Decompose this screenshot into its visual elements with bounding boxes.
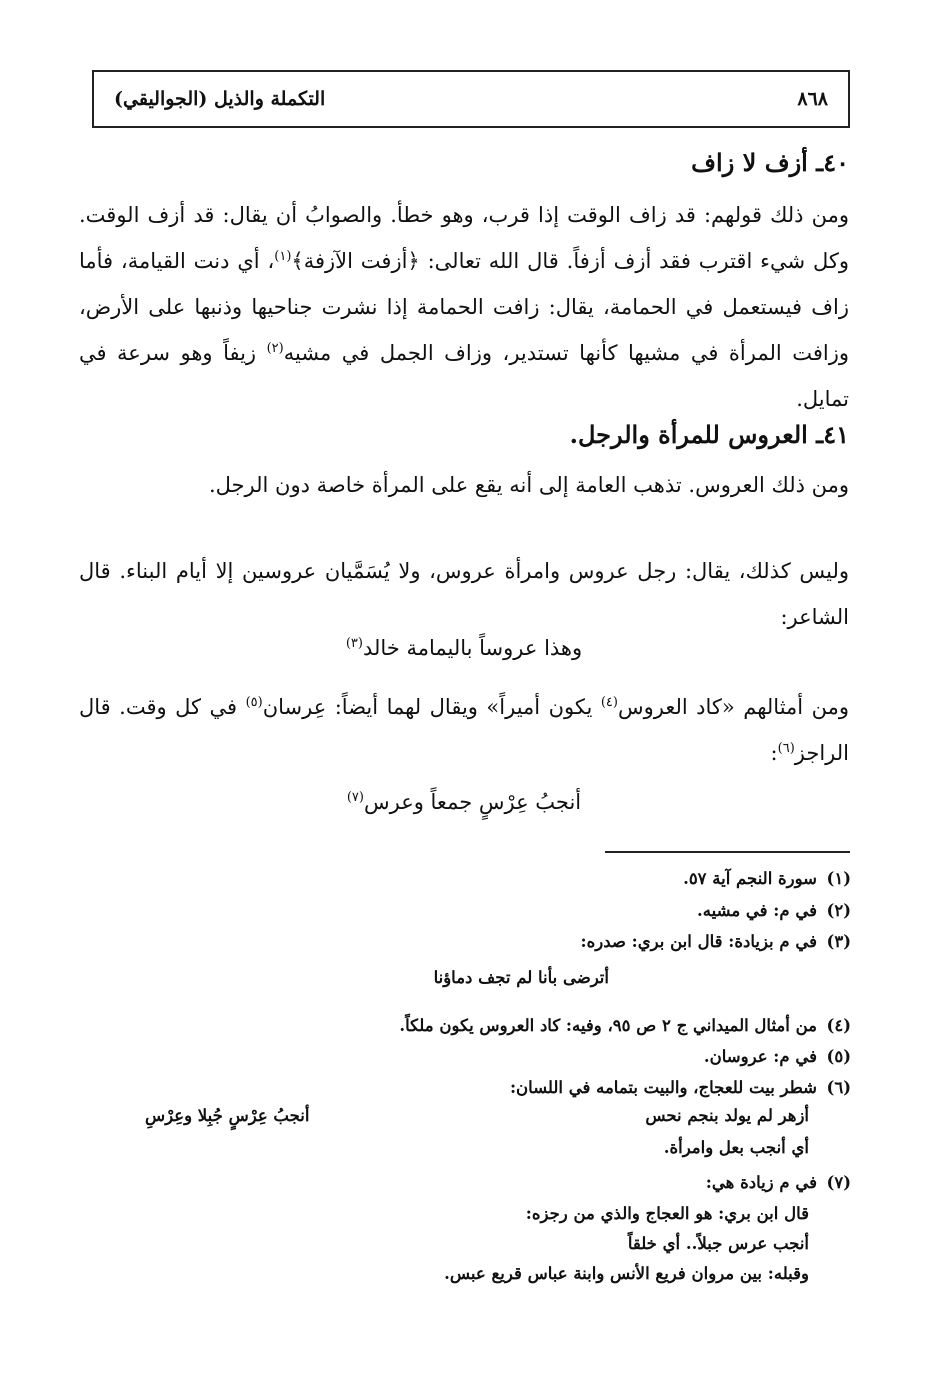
section-40-paragraph [79,192,849,422]
footnote-text: في م: في مشيه. [697,901,817,920]
paragraph-text: ، أي دنت القيامة، فأما زاف فيستعمل في الحمامة، يقال: زافت الحمامة إذا نشرت جناحيها وذنبها على الأرض، وزافت المرأة في مشيها كأنها تستدير، وزاف الجمل في مشيه [79,249,849,365]
section-heading-40: ٤٠ـ أزف لا زاف [691,148,849,177]
footnote-ref-3[interactable]: (٣) [345,636,363,651]
footnote-2 [71,898,851,924]
section-heading-41: ٤١ـ العروس للمرأة والرجل. [569,420,849,449]
page-number: ٨٦٨ [797,88,828,110]
footnote-3 [71,929,851,955]
footnote-number: (٢) [826,901,851,920]
footnote-6-verse-second-hemistich: أنجبُ عِرْسٍ جُبِلا وعِرْسِ [145,1106,310,1125]
footnote-ref-6[interactable]: (٦) [777,741,795,756]
running-title: التكملة والذيل (الجواليقي) [114,88,326,110]
footnote-ref-4[interactable]: (٤) [600,695,618,710]
verse-line-1 [79,636,849,660]
footnote-ref-1[interactable]: (١) [274,249,292,264]
footnote-separator [605,851,850,853]
footnote-number: (٥) [826,1047,851,1066]
section-41-paragraph-2: وليس كذلك، يقال: رجل عروس وامرأة عروس، ولا يُسَمَّيان عروسين إلا أيام البناء. قال الشاعر: [79,559,849,629]
verse-text: أنجبُ عِرْسٍ جمعاً وعرس [363,790,582,814]
section-41-paragraph-1: ومن ذلك العروس. تذهب العامة إلى أنه يقع على المرأة خاصة دون الرجل. [208,473,849,497]
paragraph-text: ومن ذلك قولهم: قد زاف الوقت إذا قرب، وهو خطأ. والصوابُ أن يقال: قد أزف الوقت. وكل شيء اقترب فقد أزف أزفاً. قال الله تعالى: ﴿أزفت الآزفة﴾ [79,203,850,273]
footnote-6-verse-first-hemistich: أزهر لم يولد بنجم نحس [645,1106,809,1125]
footnote-7-line-1: قال ابن بري: هو العجاج والذي من رجزه: [525,1204,809,1223]
footnote-number: (١) [826,869,851,888]
paragraph-text: في كل وقت. قال الراجز [79,695,849,765]
paragraph-text: يكون أميراً» ويقال لهما أيضاً: عِرسان [262,695,601,719]
footnote-6 [71,1075,851,1101]
paragraph-text: زيفاً وهو سرعة في تمايل. [79,341,849,411]
footnote-ref-5[interactable]: (٥) [245,695,263,710]
footnote-text: في م زيادة هي: [705,1173,817,1192]
footnote-text: في م بزيادة: قال ابن بري: صدره: [580,932,817,951]
footnote-4 [71,1013,851,1039]
paragraph-text: ومن أمثالهم «كاد العروس [617,695,849,719]
verse-text: وهذا عروساً باليمامة خالد [362,636,583,660]
footnote-6-note: أي أنجب بعل وامرأة. [663,1138,809,1157]
footnote-text: في م: عروسان. [703,1047,817,1066]
footnote-text: من أمثال الميداني ج ٢ ص ٩٥، وفيه: كاد العروس يكون ملكاً. [399,1016,817,1035]
footnote-ref-7[interactable]: (٧) [346,790,364,805]
footnote-1 [71,866,851,892]
section-41-paragraph-3 [79,684,849,776]
page-header [92,70,850,128]
footnote-3-verse: أترضى بأنا لم تجف دماؤنا [433,968,609,987]
footnote-7-line-2: أنجب عرس جبلاً.. أي خلقاً [627,1234,809,1253]
verse-line-2 [79,790,849,814]
footnote-number: (٦) [826,1078,851,1097]
footnote-text: سورة النجم آية ٥٧. [683,869,817,888]
footnote-7 [71,1170,851,1196]
footnote-5 [71,1044,851,1070]
footnote-7-line-3: وقبله: بين مروان فريع الأنس وابنة عباس قريع عبس. [444,1264,809,1283]
footnote-text: شطر بيت للعجاج، والبيت بتمامه في اللسان: [509,1078,817,1097]
footnote-number: (٧) [826,1173,851,1192]
footnote-ref-2[interactable]: (٢) [266,341,284,356]
footnote-number: (٤) [826,1016,851,1035]
footnote-number: (٣) [826,932,851,951]
paragraph-text: : [770,741,778,765]
